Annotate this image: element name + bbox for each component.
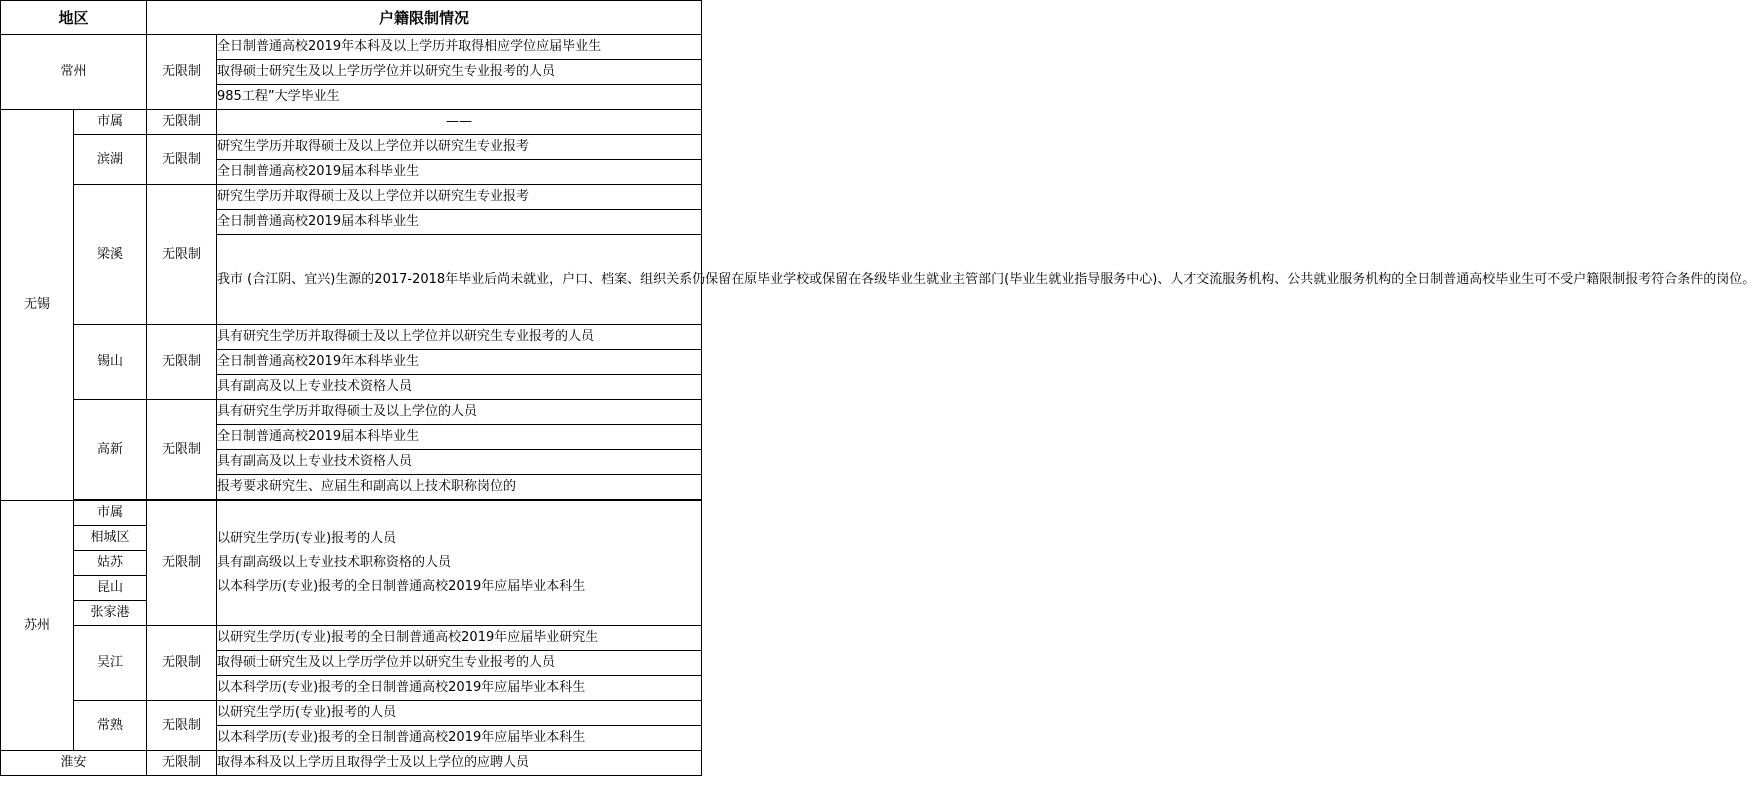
status-huaian: 无限制 — [147, 751, 217, 776]
condition-cell: 全日制普通高校2019届本科毕业生 — [217, 425, 702, 450]
subregion-wuxi-gaoxin: 高新 — [74, 400, 147, 500]
condition-line: 具有副高级以上专业技术职称资格的人员 — [217, 555, 452, 570]
subregion-wuxi-liangxi: 梁溪 — [74, 185, 147, 325]
condition-cell: 研究生学历并取得硕士及以上学位并以研究生专业报考 — [217, 135, 702, 160]
condition-cell: 具有研究生学历并取得硕士及以上学位的人员 — [217, 400, 702, 425]
table-row — [1, 400, 702, 425]
condition-cell: 以研究生学历(专业)报考的人员 — [217, 701, 702, 726]
status-suzhou-group: 无限制 — [147, 501, 217, 626]
condition-cell: 研究生学历并取得硕士及以上学位并以研究生专业报考 — [217, 185, 702, 210]
region-changzhou: 常州 — [1, 35, 147, 110]
status-wuxi-gaoxin: 无限制 — [147, 400, 217, 500]
subregion-suzhou-zhangjiagang: 张家港 — [74, 601, 147, 626]
table-row — [1, 325, 702, 350]
condition-cell: 具有研究生学历并取得硕士及以上学位并以研究生专业报考的人员 — [217, 325, 702, 350]
subregion-wuxi-xishan: 锡山 — [74, 325, 147, 400]
subregion-suzhou-shishu: 市属 — [74, 501, 147, 526]
table-row — [1, 751, 702, 776]
status-changzhou: 无限制 — [147, 35, 217, 110]
table-row — [1, 35, 702, 60]
subregion-suzhou-kunshan: 昆山 — [74, 576, 147, 601]
subregion-wuxi-binhu: 滨湖 — [74, 135, 147, 185]
condition-cell: 取得本科及以上学历且取得学士及以上学位的应聘人员 — [217, 751, 702, 776]
status-suzhou-changshu: 无限制 — [147, 701, 217, 751]
table-row — [1, 626, 702, 651]
condition-cell: 以研究生学历(专业)报考的全日制普通高校2019年应届毕业研究生 — [217, 626, 702, 651]
status-wuxi-binhu: 无限制 — [147, 135, 217, 185]
condition-cell: 取得硕士研究生及以上学历学位并以研究生专业报考的人员 — [217, 60, 702, 85]
subregion-wuxi-shiwu: 市属 — [74, 110, 147, 135]
table-row — [1, 501, 702, 526]
region-suzhou: 苏州 — [1, 501, 74, 751]
condition-cell: 以本科学历(专业)报考的全日制普通高校2019年应届毕业本科生 — [217, 726, 702, 751]
subregion-suzhou-gusu: 姑苏 — [74, 551, 147, 576]
header-policy: 户籍限制情况 — [147, 1, 702, 35]
condition-line: 以研究生学历(专业)报考的人员 — [217, 531, 397, 546]
condition-cell: 全日制普通高校2019年本科及以上学历并取得相应学位应届毕业生 — [217, 35, 702, 60]
condition-cell: 具有副高及以上专业技术资格人员 — [217, 375, 702, 400]
table-row — [1, 701, 702, 726]
condition-cell-paragraph: 我市 (合江阴、宜兴)生源的2017-2018年毕业后尚未就业，户口、档案、组织关系仍保留在原毕业学校或保留在各级毕业生就业主管部门(毕业生就业指导服务中心)、人才交流服务机构、公共就业服务机构的全日制普通高校毕业生可不受户籍限制报考符合条件的岗位。 — [217, 235, 702, 325]
header-region: 地区 — [1, 1, 147, 35]
subregion-suzhou-xiangcheng: 相城区 — [74, 526, 147, 551]
condition-cell: 985工程”大学毕业生 — [217, 85, 702, 110]
status-suzhou-wujiang: 无限制 — [147, 626, 217, 701]
condition-cell: 报考要求研究生、应届生和副高以上技术职称岗位的 — [217, 475, 702, 500]
subregion-suzhou-wujiang: 吴江 — [74, 626, 147, 701]
condition-cell: 取得硕士研究生及以上学历学位并以研究生专业报考的人员 — [217, 651, 702, 676]
table-row — [1, 185, 702, 210]
condition-cell-group — [217, 501, 702, 626]
region-wuxi: 无锡 — [1, 110, 74, 501]
condition-cell: 具有副高及以上专业技术资格人员 — [217, 450, 702, 475]
condition-cell: —— — [217, 110, 702, 135]
table-header — [1, 1, 702, 35]
status-wuxi-shiwu: 无限制 — [147, 110, 217, 135]
status-wuxi-liangxi: 无限制 — [147, 185, 217, 325]
condition-cell: 全日制普通高校2019届本科毕业生 — [217, 210, 702, 235]
subregion-suzhou-changshu: 常熟 — [74, 701, 147, 751]
condition-cell: 以本科学历(专业)报考的全日制普通高校2019年应届毕业本科生 — [217, 676, 702, 701]
region-huaian: 淮安 — [1, 751, 147, 776]
status-wuxi-xishan: 无限制 — [147, 325, 217, 400]
table-row — [1, 110, 702, 135]
table-row — [1, 135, 702, 160]
condition-cell: 全日制普通高校2019届本科毕业生 — [217, 160, 702, 185]
condition-line: 以本科学历(专业)报考的全日制普通高校2019年应届毕业本科生 — [217, 579, 586, 594]
condition-cell: 全日制普通高校2019年本科毕业生 — [217, 350, 702, 375]
